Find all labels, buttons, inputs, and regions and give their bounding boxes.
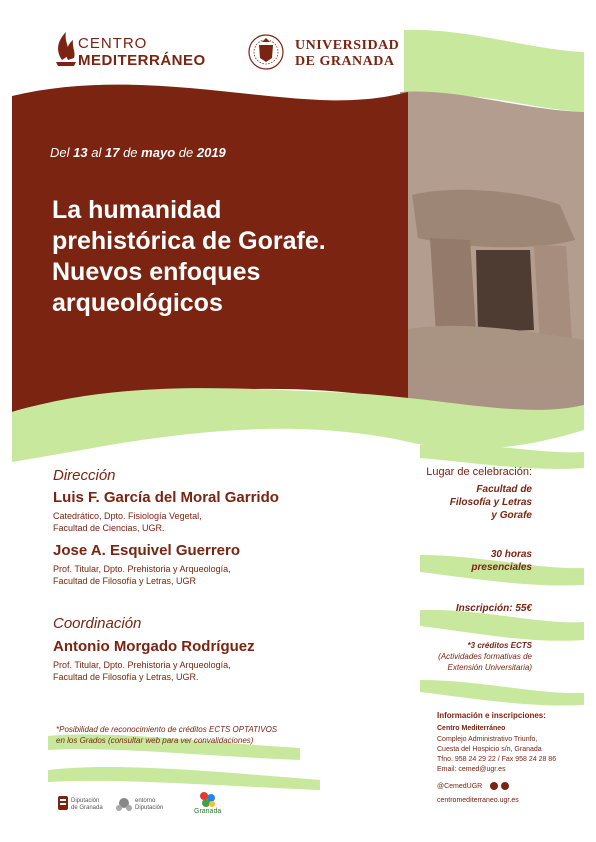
- venue-line: Facultad de: [476, 484, 532, 495]
- credits: [438, 640, 532, 673]
- ugr-seal-icon: [249, 35, 283, 69]
- dates-year: 2019: [196, 145, 226, 160]
- info-title: Información e inscripciones:: [437, 711, 546, 720]
- granada-logo-text: Granada: [194, 808, 222, 815]
- desc-line: Facultad de Filosofía y Letras, UGR: [53, 576, 197, 586]
- director-desc-2: [53, 563, 231, 587]
- dates-del: Del: [50, 145, 70, 160]
- desc-line: Facultad de Ciencias, UGR.: [53, 523, 165, 533]
- centro-mediterraneo-flame-icon: [56, 32, 76, 66]
- granada-logo-icon: [200, 792, 215, 807]
- title-line: La humanidad: [52, 196, 222, 224]
- info-address: [437, 735, 556, 775]
- right-green-wave-4: [420, 680, 584, 706]
- title-line: arqueológicos: [52, 289, 223, 317]
- dates-start: 13: [73, 145, 88, 160]
- desc-line: Prof. Titular, Dpto. Prehistoria y Arqueología,: [53, 564, 231, 574]
- venue-lines: [450, 483, 532, 522]
- social-handle[interactable]: @CemedUGR: [437, 783, 483, 790]
- diputacion-logo-text: [71, 798, 103, 812]
- coordinacion-heading: Coordinación: [53, 615, 142, 632]
- coordinator-desc: [53, 659, 231, 683]
- title-line: prehistórica de Gorafe.: [52, 227, 326, 255]
- event-title: [52, 195, 402, 319]
- desc-line: Catedrático, Dpto. Fisiología Vegetal,: [53, 511, 202, 521]
- venue-line: Filosofía y Letras: [449, 497, 532, 508]
- venue-line: y Gorafe: [491, 510, 532, 521]
- desc-line: Prof. Titular, Dpto. Prehistoria y Arqueología,: [53, 660, 231, 670]
- centro-mediterraneo-line2: MEDITERRÁNEO: [78, 52, 206, 69]
- director-name-2: Jose A. Esquivel Guerrero: [53, 542, 241, 559]
- logo-text-line: Diputación: [71, 798, 100, 804]
- dates-de1: de: [123, 145, 138, 160]
- coordinator-name: Antonio Morgado Rodríguez: [53, 638, 255, 655]
- venue-label: Lugar de celebración:: [426, 466, 532, 478]
- info-line: Tfno. 958 24 29 22 / Fax 958 24 28 86: [437, 756, 557, 763]
- credits-line1: *3 créditos ECTS: [467, 641, 532, 650]
- info-line: Cuesta del Hospicio s/n, Granada: [437, 746, 542, 753]
- dates-de2: de: [178, 145, 194, 160]
- ugr-line1: UNIVERSIDAD: [295, 38, 400, 53]
- info-org: Centro Mediterráneo: [437, 725, 506, 732]
- event-dates: [50, 145, 226, 160]
- facebook-icon: [490, 782, 498, 790]
- info-line: Complejo Administrativo Triunfo,: [437, 736, 538, 743]
- credits-line2: (Actividades formativas de: [438, 652, 532, 661]
- desc-line: Facultad de Filosofía y Letras, UGR.: [53, 672, 199, 682]
- hours-line: 30 horas: [490, 549, 532, 560]
- note-line: *Posibilidad de reconocimiento de créditos ECTS OPTATIVOS: [56, 725, 278, 734]
- director-desc-1: [53, 510, 202, 534]
- dates-al: al: [91, 145, 102, 160]
- hours: [471, 548, 532, 574]
- title-line: Nuevos enfoques: [52, 258, 261, 286]
- note-line: en los Grados (consultar web para ver convalidaciones): [56, 736, 254, 745]
- entorno-logo-text: [135, 798, 163, 812]
- director-name-1: Luis F. García del Moral Garrido: [53, 489, 279, 506]
- credits-line3: Extensión Universitaria): [447, 663, 532, 672]
- logo-text-line: entorno: [135, 798, 156, 804]
- centro-mediterraneo-line1: CENTRO: [78, 35, 148, 52]
- direccion-heading: Dirección: [53, 467, 116, 484]
- website-link[interactable]: centromediterraneo.ugr.es: [437, 797, 519, 804]
- dates-month: mayo: [141, 145, 176, 160]
- fee: Inscripción: 55€: [455, 603, 532, 614]
- ects-note: [56, 724, 336, 746]
- dates-end: 17: [104, 145, 120, 160]
- diputacion-logo-icon: [58, 796, 68, 810]
- twitter-icon: [501, 782, 509, 790]
- entorno-logo-icon: [116, 798, 132, 811]
- logo-text-line: Diputación: [135, 805, 164, 811]
- logo-text-line: de Granada: [71, 805, 103, 811]
- ugr-line2: DE GRANADA: [295, 54, 395, 69]
- bottom-left-wave-2: [48, 767, 320, 790]
- info-email[interactable]: Email: cemed@ugr.es: [437, 766, 506, 773]
- hours-line: presenciales: [471, 562, 532, 573]
